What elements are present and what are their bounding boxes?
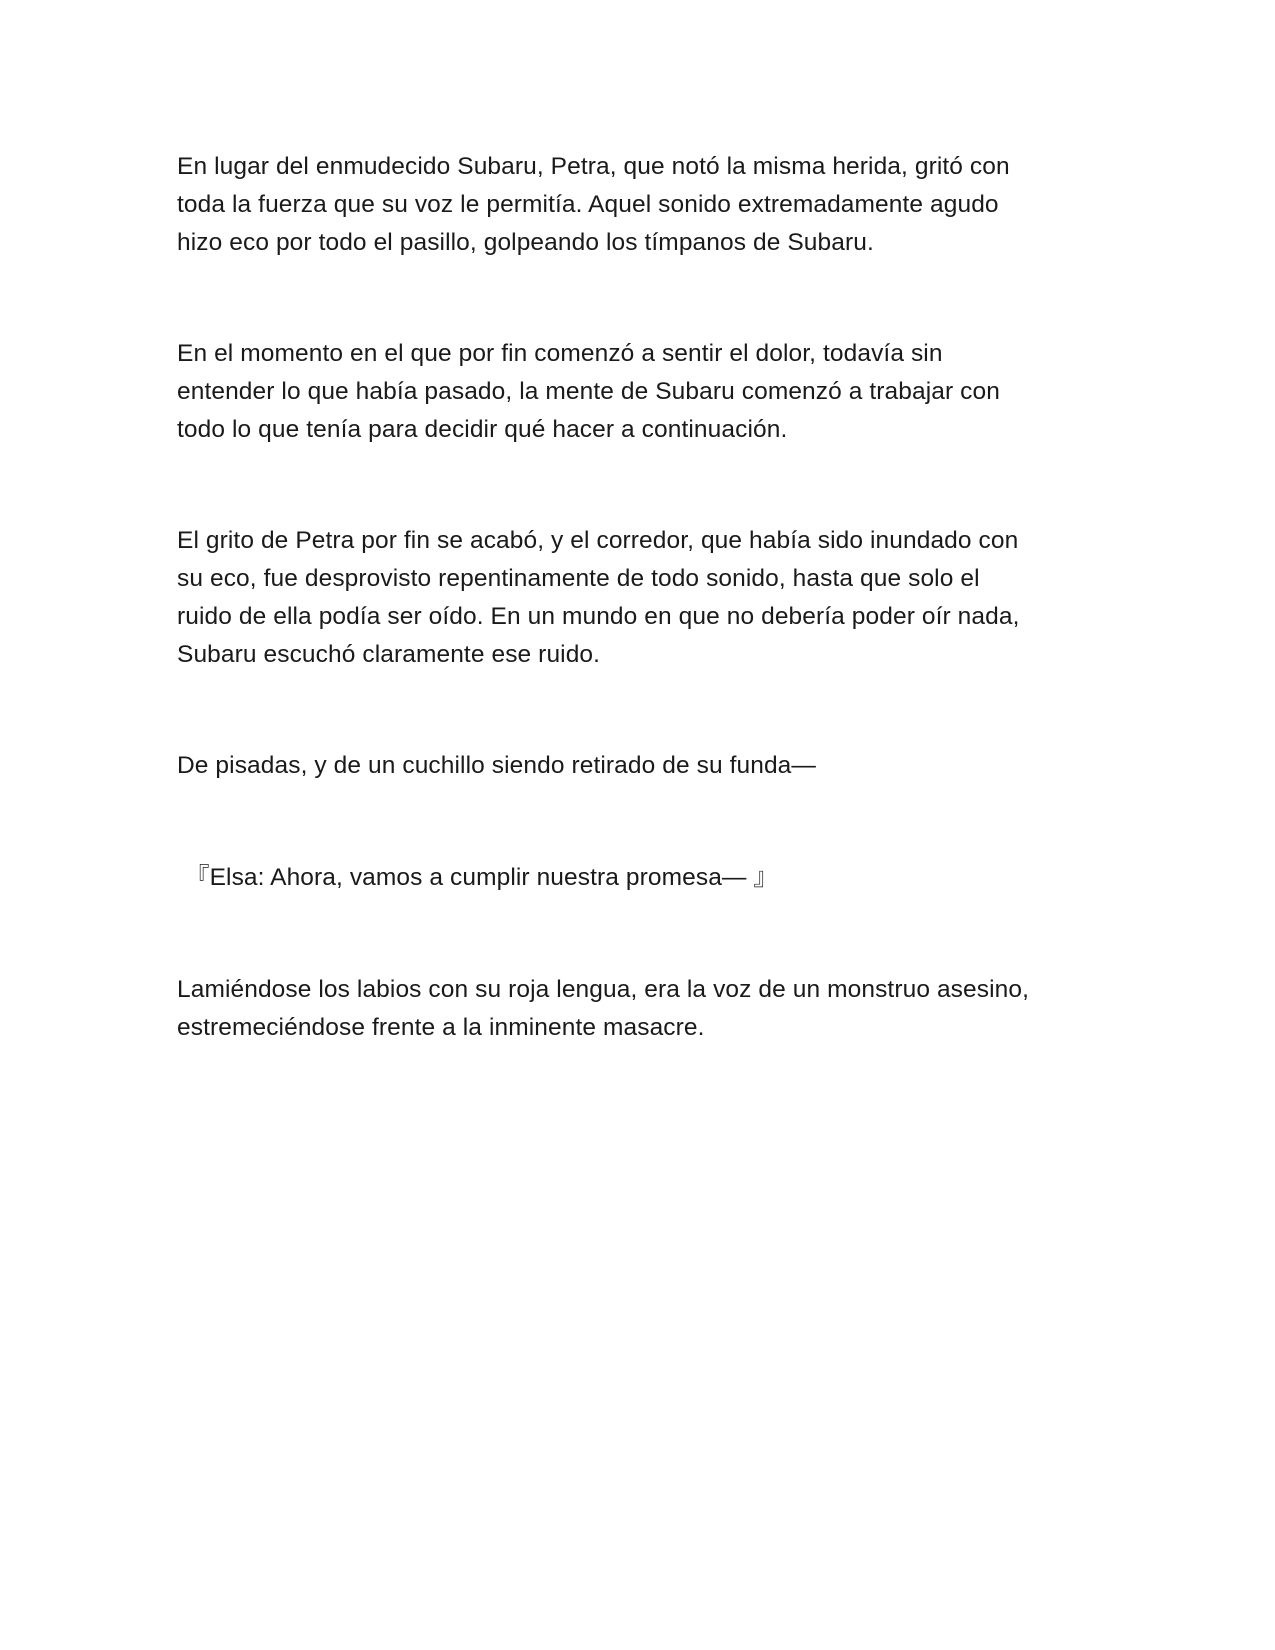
paragraph-line: De pisadas, y de un cuchillo siendo retirado de su funda— (177, 752, 817, 779)
paragraph-line: Subaru escuchó claramente ese ruido. (177, 641, 601, 668)
paragraph-line: En lugar del enmudecido Subaru, Petra, que notó la misma herida, gritó con (177, 153, 1010, 180)
paragraph-line: El grito de Petra por fin se acabó, y el corredor, que había sido inundado con (177, 527, 1019, 554)
paragraph-line: entender lo que había pasado, la mente de Subaru comenzó a trabajar con (177, 378, 1000, 405)
dialogue-quote (185, 859, 1115, 897)
paragraph-line: estremeciéndose frente a la inminente masacre. (177, 1014, 705, 1041)
paragraph-4 (177, 747, 1107, 785)
paragraph-line: toda la fuerza que su voz le permitía. Aquel sonido extremadamente agudo (177, 191, 999, 218)
dialogue-line: 『Elsa: Ahora, vamos a cumplir nuestra promesa— 』 (185, 864, 779, 891)
paragraph-line: Lamiéndose los labios con su roja lengua, era la voz de un monstruo asesino, (177, 976, 1029, 1003)
paragraph-line: ruido de ella podía ser oído. En un mundo en que no debería poder oír nada, (177, 603, 1020, 630)
paragraph-6 (177, 971, 1107, 1047)
paragraph-1 (177, 148, 1107, 262)
paragraph-line: En el momento en el que por fin comenzó a sentir el dolor, todavía sin (177, 340, 943, 367)
paragraph-3 (177, 522, 1107, 674)
paragraph-line: todo lo que tenía para decidir qué hacer a continuación. (177, 416, 788, 443)
paragraph-2 (177, 335, 1107, 449)
paragraph-line: su eco, fue desprovisto repentinamente de todo sonido, hasta que solo el (177, 565, 980, 592)
paragraph-line: hizo eco por todo el pasillo, golpeando los tímpanos de Subaru. (177, 229, 874, 256)
